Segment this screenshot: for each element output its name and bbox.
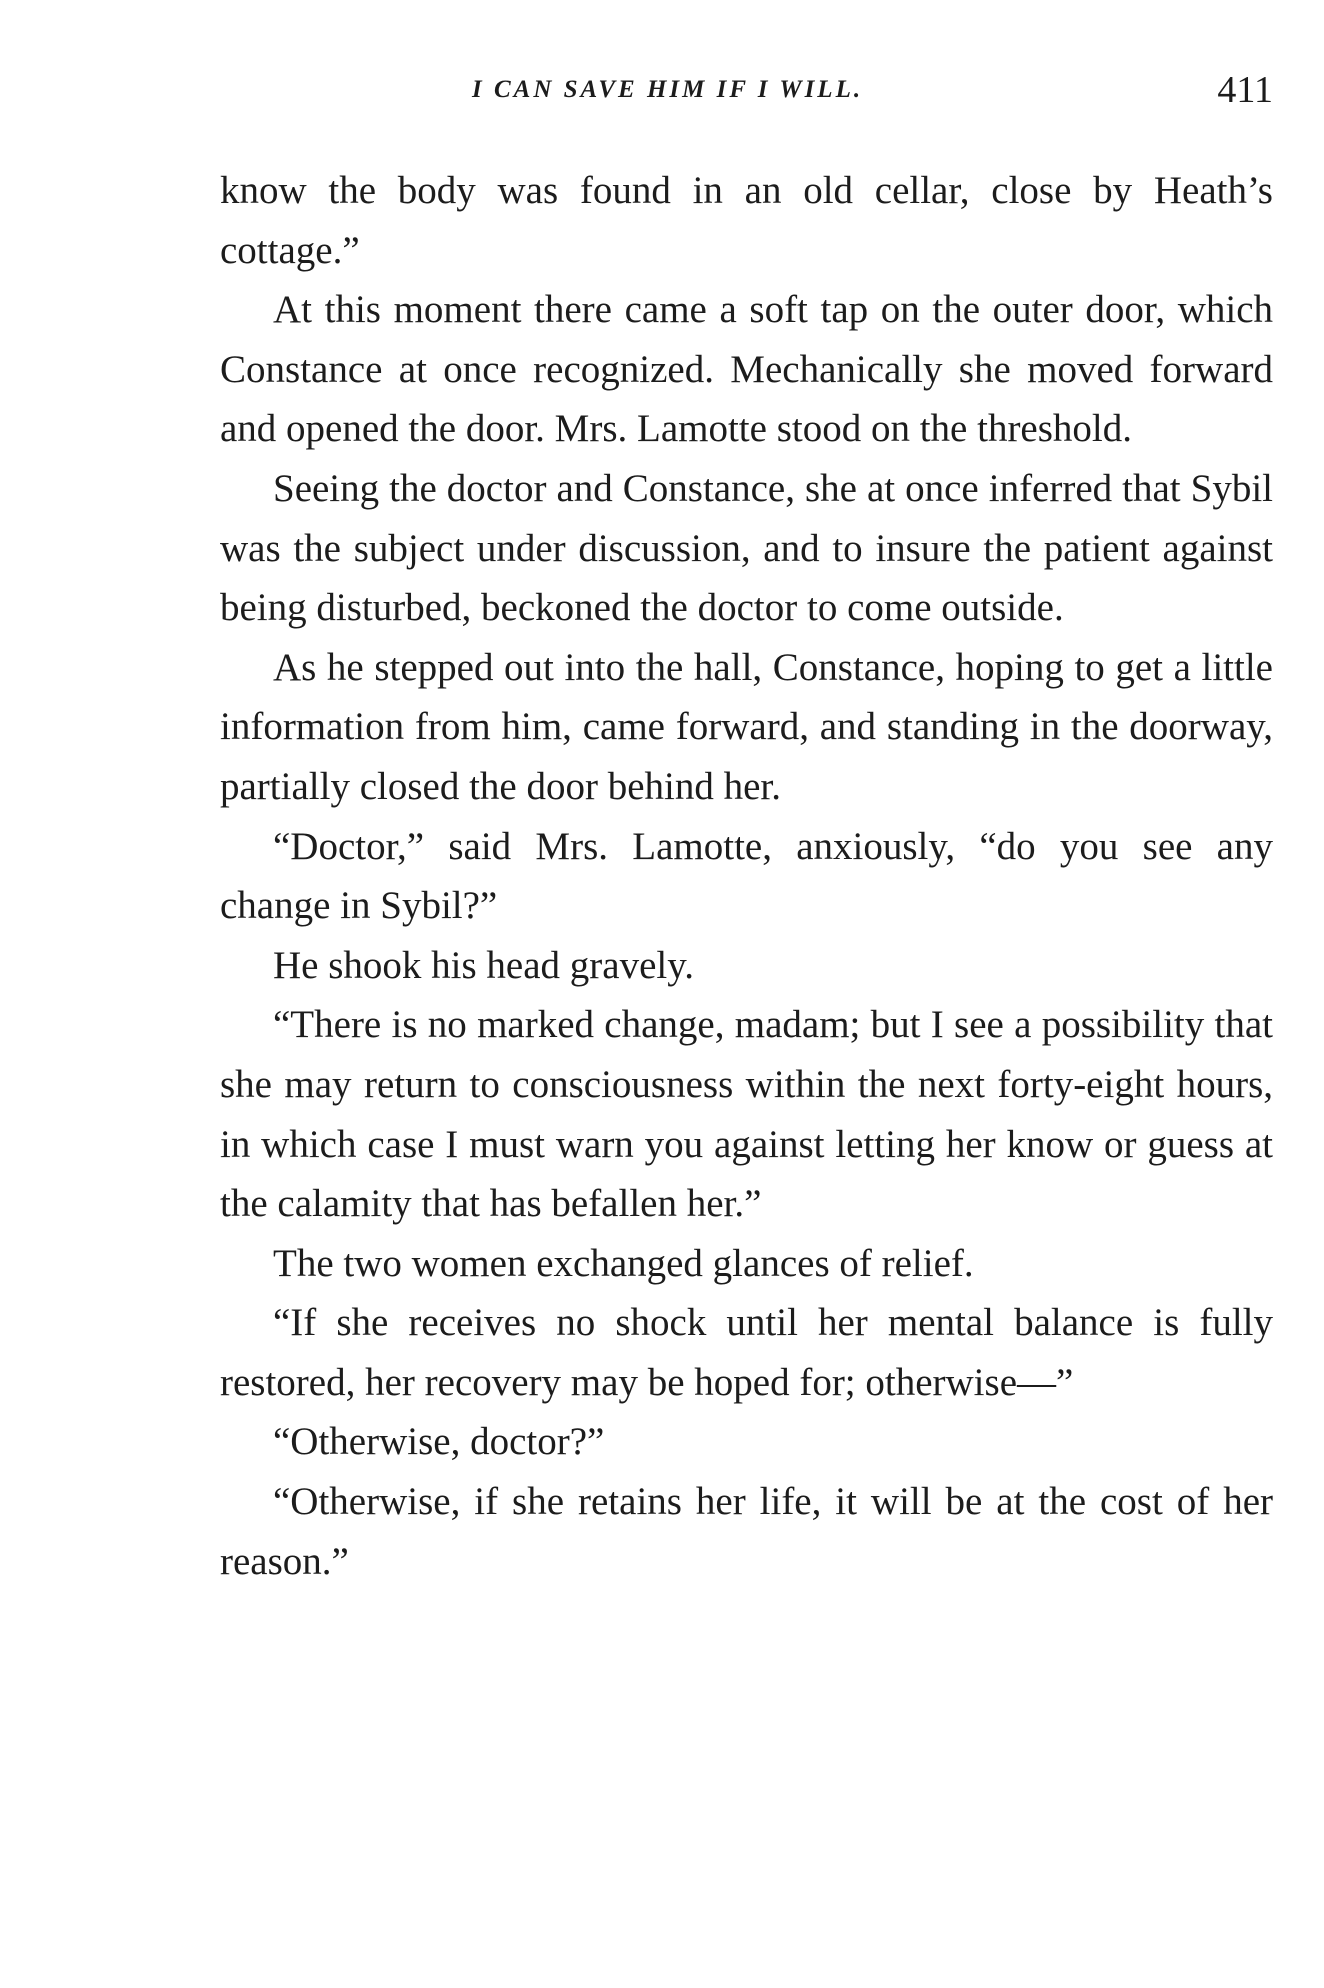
paragraph: “If she receives no shock until her mental balance is fully restored, her recovery may be hoped for; otherwise—” (220, 1301, 1273, 1404)
paragraph: “Doctor,” said Mrs. Lamotte, anxiously, “do you see any change in Sybil?” (220, 824, 1273, 928)
running-head (220, 70, 1273, 120)
paragraph: As he stepped out into the hall, Constance, hoping to get a little information from him, came forward, and standing in the doorway, partially closed the door behind her. (220, 645, 1273, 808)
paragraph: “Otherwise, if she retains her life, it will be at the cost of her reason.” (220, 1480, 1273, 1583)
paragraph: Seeing the doctor and Constance, she at once inferred that Sybil was the subject under discussion, and to insure the patient against being disturbed, beckoned the doctor to come outside. (220, 466, 1273, 630)
page-number: 411 (1217, 69, 1273, 111)
paragraph: “There is no marked change, madam; but I see a possibility that she may return to consciousness within the next forty-eight hours, in which case I must warn you against letting her know or guess at the calamity that has befallen her.” (220, 1003, 1273, 1226)
paragraph: At this moment there came a soft tap on the outer door, which Constance at once recognized. Mechanically she moved forward and opened the door. Mrs. Lamotte stood on the threshold. (220, 288, 1273, 451)
running-title: I CAN SAVE HIM IF I WILL. (472, 76, 864, 103)
paragraph-continued: know the body was found in an old cellar, close by Heath’s cottage.” (220, 169, 1273, 272)
paragraph: He shook his head gravely. (273, 943, 694, 987)
paragraph: The two women exchanged glances of relief. (273, 1241, 974, 1285)
paragraph: “Otherwise, doctor?” (273, 1420, 605, 1464)
body-text (220, 161, 1273, 1591)
